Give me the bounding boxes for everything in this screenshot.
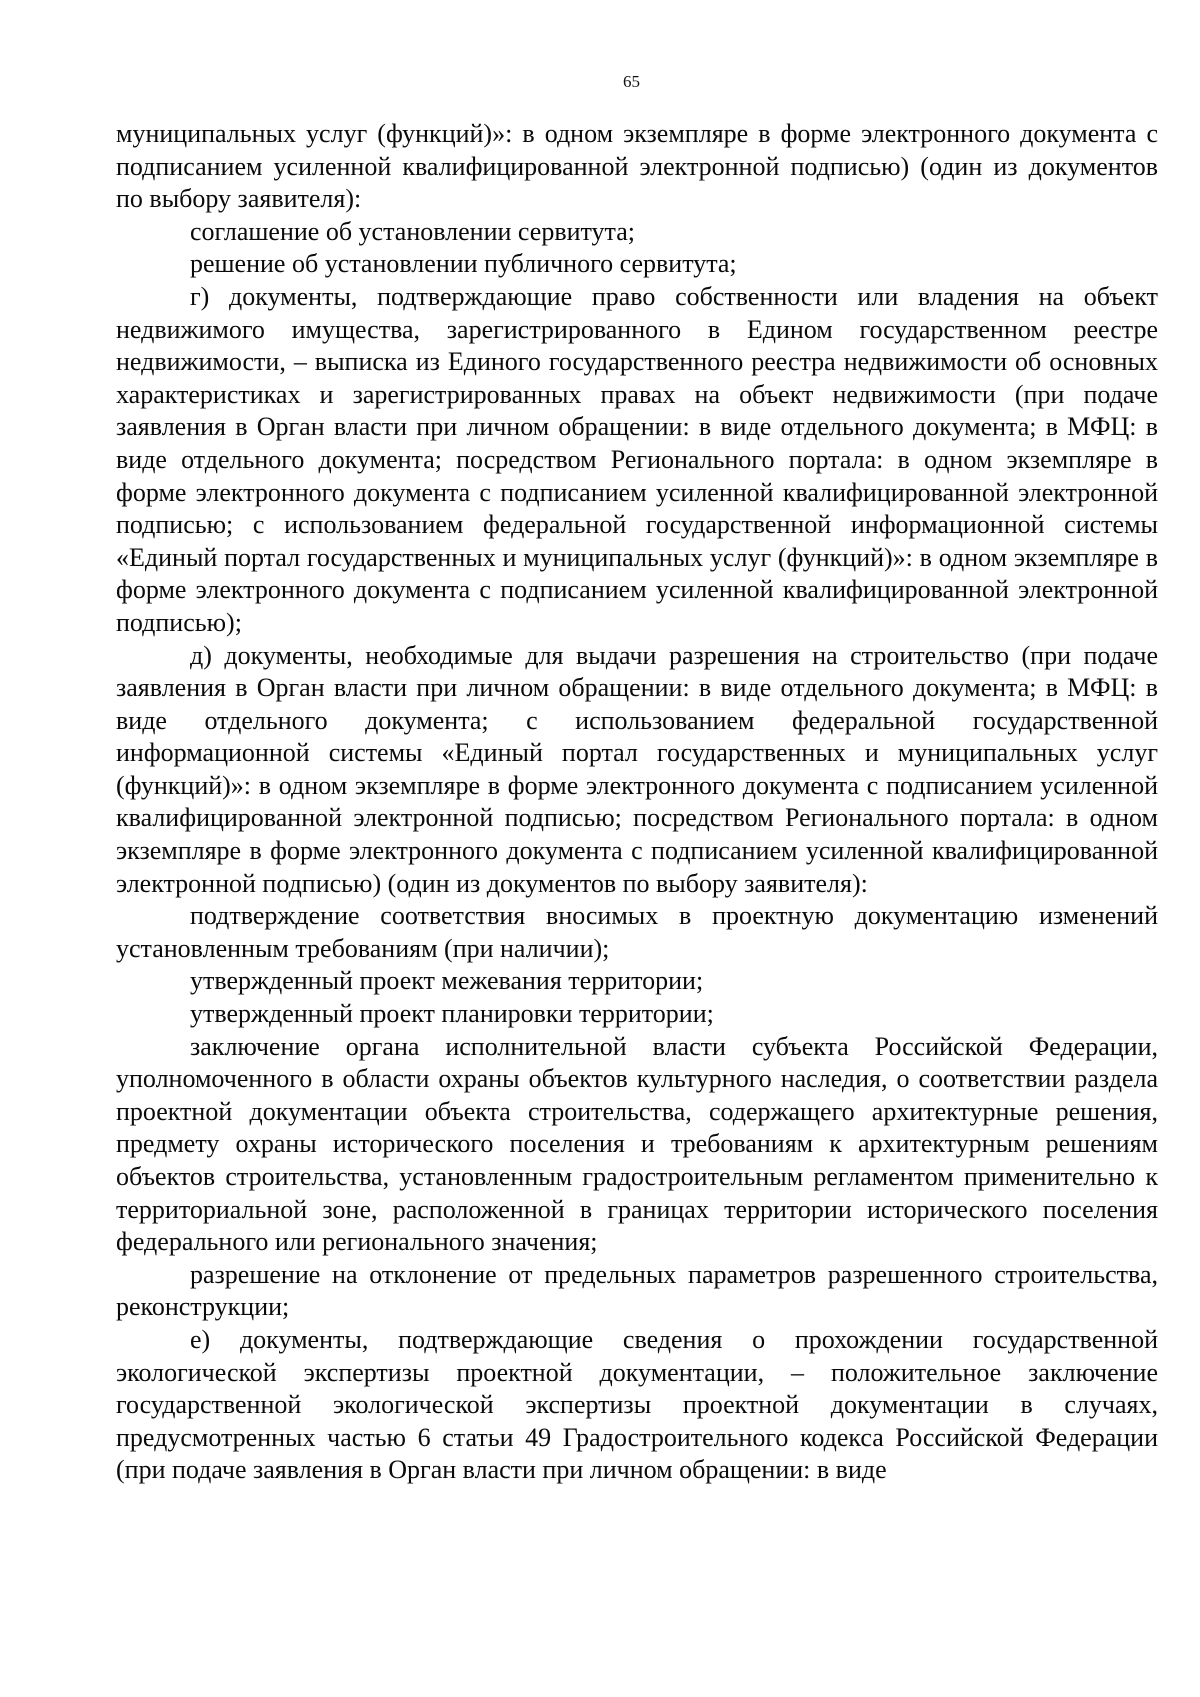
paragraph: д) документы, необходимые для выдачи разрешения на строительство (при подаче заявления в Орган власти при личном обращении: в виде отдельного документа; в МФЦ: в виде отдельного документа; с использованием федеральной государственной информационной системы «Единый портал государственных и муниципальных услуг (функций)»: в одном экземпляре в форме электронного документа с подписанием усиленной квалифицированной электронной подписью; посредством Регионального портала: в одном экземпляре в форме электронного документа с подписанием усиленной квалифицированной электронной подписью) (один из документов по выбору заявителя): [116,640,1158,898]
paragraph: е) документы, подтверждающие сведения о прохождении государственной экологической экспертизы проектной документации, – положительное заключение государственной экологической экспертизы проектной документации в случаях, предусмотренных частью 6 статьи 49 Градостроительного кодекса Российской Федерации (при подаче заявления в Орган власти при личном обращении: в виде [116,1324,1158,1485]
paragraph: муниципальных услуг (функций)»: в одном экземпляре в форме электронного документа с подписанием усиленной квалифицированной электронной подписью) (один из документов по выбору заявителя): [116,119,1158,214]
paragraph: заключение органа исполнительной власти субъекта Российской Федерации, уполномоченного в области охраны объектов культурного наследия, о соответствии раздела проектной документации объекта строительства, содержащего архитектурные решения, предмету охраны исторического поселения и требованиям к архитектурным решениям объектов строительства, установленным градостроительным регламентом применительно к территориальной зоне, расположенной в границах территории исторического поселения федерального или регионального значения; [116,1031,1158,1257]
paragraph: соглашение об установлении сервитута; [190,216,635,246]
paragraph: утвержденный проект планировки территории; [190,999,714,1029]
paragraph: разрешение на отклонение от предельных параметров разрешенного строительства, реконструкции; [116,1259,1158,1322]
paragraph: г) документы, подтверждающие право собственности или владения на объект недвижимого имущества, зарегистрированного в Едином государственном реестре недвижимости, – выписка из Единого государственного реестра недвижимости об основных характеристиках и зарегистрированных правах на объект недвижимости (при подаче заявления в Орган власти при личном обращении: в виде отдельного документа; в МФЦ: в виде отдельного документа; посредством Регионального портала: в одном экземпляре в форме электронного документа с подписанием усиленной квалифицированной электронной подписью; с использованием федеральной государственной информационной системы «Единый портал государственных и муниципальных услуг (функций)»: в одном экземпляре в форме электронного документа с подписанием усиленной квалифицированной электронной подписью); [116,281,1158,637]
paragraph: подтверждение соответствия вносимых в проектную документацию изменений установленным требованиям (при наличии); [116,901,1158,963]
page-number: 65 [623,72,640,91]
paragraph: утвержденный проект межевания территории; [190,966,704,996]
paragraph: решение об установлении публичного сервитута; [190,249,737,279]
document-body [116,118,1158,1487]
